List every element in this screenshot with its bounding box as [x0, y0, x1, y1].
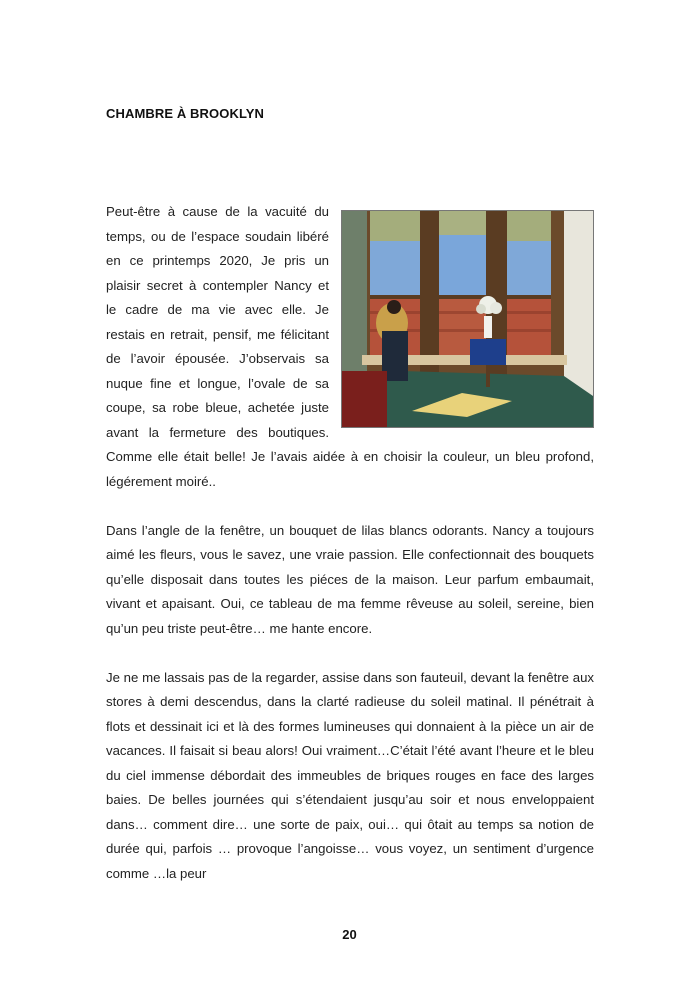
body-text — [106, 200, 594, 886]
painting-image — [341, 210, 594, 428]
paragraph: Peut-être à cause de la vacuité du temps, ou de l’espace soudain libéré en ce printemps 2020, Je pris un plaisir secret à contempler Nancy et le cadre de ma vie avec elle. Je restais en retrait, pensif, me félicitant de l’avoir épousée. J’observais sa nuque fine et longue, l’ovale de sa coupe, sa robe bleue, achetée juste avant la fermeture des boutiques. Comme elle était belle! Je l’avais aidée à en choisir la couleur, un bleu profond, légérement moiré.. — [106, 204, 594, 489]
paragraph: Je ne me lassais pas de la regarder, assise dans son fauteuil, devant la fenêtre aux stores à demi descendus, dans la clarté radieuse du soleil matinal. Il pénétrait à flots et dessinait ici et là des formes lumineuses qui donnaient à la pièce un air de vacances. Il faisait si beau alors! Oui vraiment…C’était l’été avant l’heure et le bleu du ciel immense débordait des immeubles de briques rouges en face des larges baies. De belles journées qui s’étendaient jusqu’au soir et nous enveloppaient dans… comment dire… une sorte de paix, oui… qui ôtait au temps sa notion de durée qui, parfois … provoque l’angoisse… vous voyez, un sentiment d’urgence comme …la peur — [106, 669, 594, 881]
page-title: CHAMBRE À BROOKLYN — [106, 106, 265, 121]
page-number: 20 — [342, 927, 357, 942]
paragraph: Dans l’angle de la fenêtre, un bouquet de lilas blancs odorants. Nancy a toujours aimé les fleurs, vous le savez, une vraie passion. Elle confectionnait des bouquets qu’elle disposait dans toutes les piéces de la maison. Leur parfum embaumait, vivant et apaisant. Oui, ce tableau de ma femme rêveuse au soleil, sereine, bien qu’un peu triste peut-être… me hante encore. — [106, 522, 594, 636]
